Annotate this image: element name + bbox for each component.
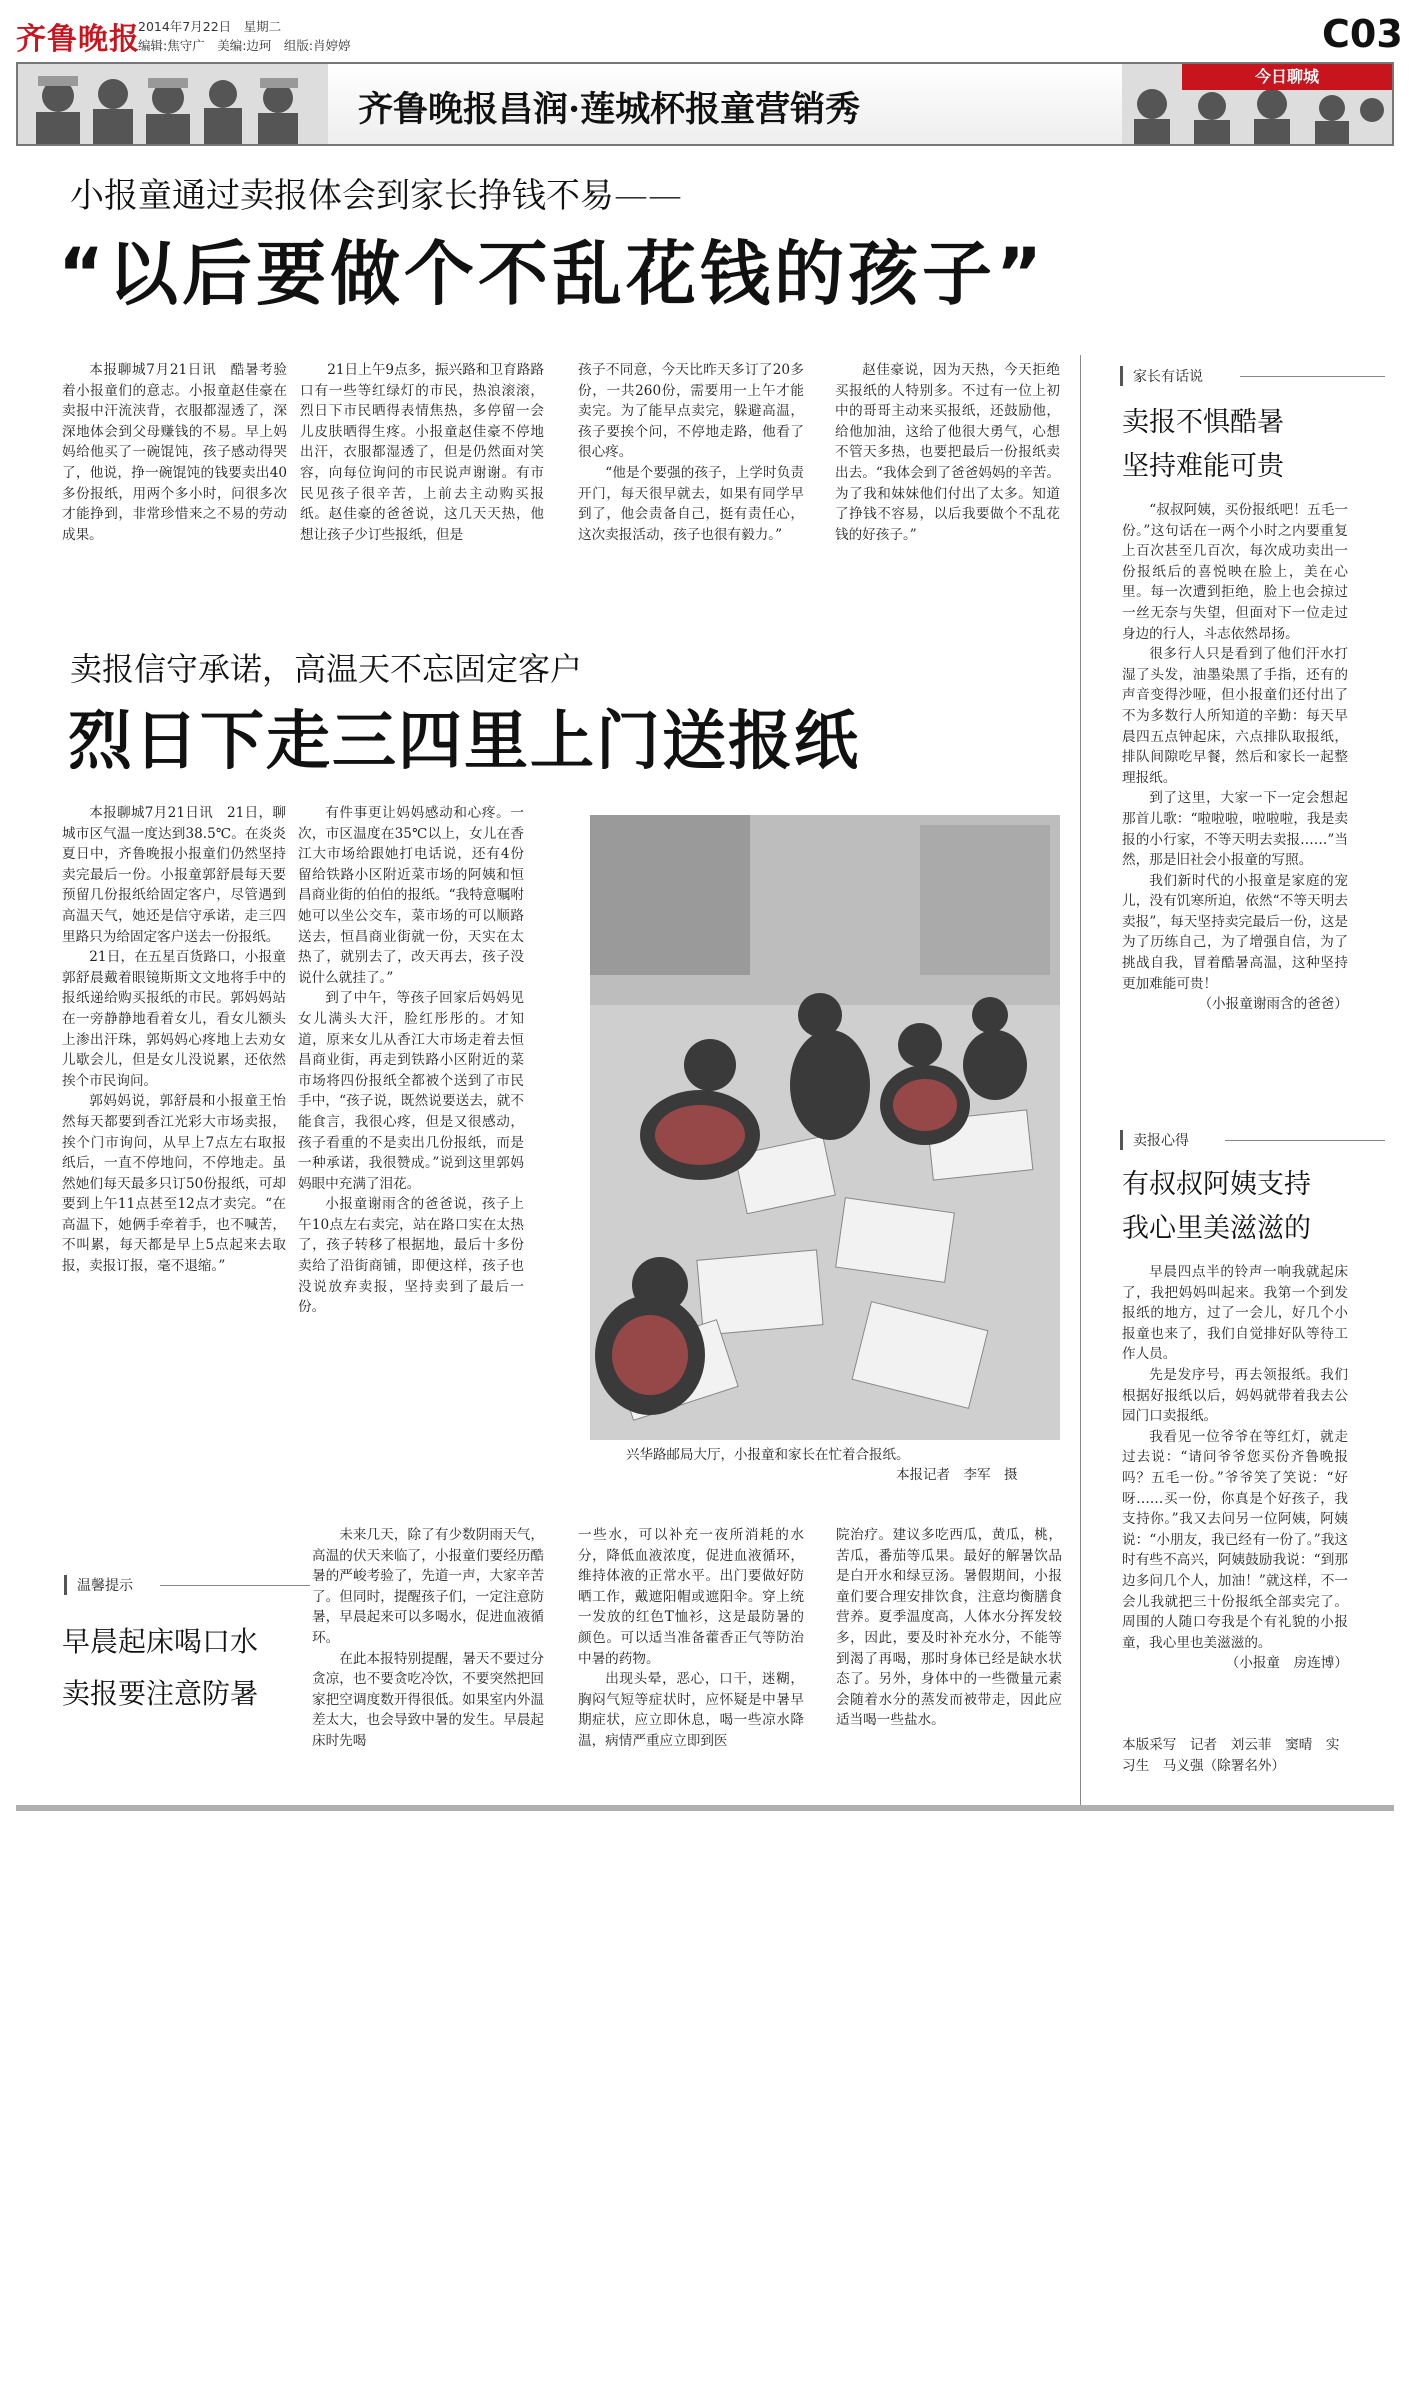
page-number: C03 [1322, 12, 1403, 56]
paragraph: 小报童谢雨含的爸爸说，孩子上午10点左右卖完，站在路口实在太热了，孩子转移了根据地，最后十多份卖给了沿街商铺，即便这样，孩子也没说放弃卖报，坚持卖到了最后一份。 [298, 1196, 524, 1316]
tips-headline-2: 卖报要注意防暑 [62, 1677, 259, 1710]
story1-col3 [578, 360, 804, 545]
sidebar1-body [1122, 500, 1348, 1015]
divider [1240, 376, 1385, 377]
story1-col4 [835, 360, 1060, 545]
divider [1225, 1140, 1385, 1141]
byline: （小报童 房连博） [1225, 1655, 1348, 1672]
paragraph: 很多行人只是看到了他们汗水打湿了头发，油墨染黑了手指，还有的声音变得沙哑，但小报童们还付出了不为多数行人所知道的辛勤：每天早晨四五点钟起床，六点排队取报纸，排队间隙吃早餐，然后和家长一起整理报纸。 [1122, 646, 1348, 786]
sidebar2-headline-2: 我心里美滋滋的 [1122, 1213, 1311, 1244]
paragraph: 本报聊城7月21日讯 酷暑考验着小报童们的意志。小报童赵佳豪在卖报中汗流浃背，衣服都湿透了，深深地体会到父母赚钱的不易。早上妈妈给他买了一碗馄饨，孩子感动得哭了，他说，挣一碗馄饨的钱要卖出40多份报纸，用两个多小时，问很多次才能挣到，非常珍惜来之不易的劳动成果。 [62, 362, 287, 543]
editor-line: 编辑:焦守广 美编:边珂 组版:肖婷婷 [138, 38, 351, 53]
column-divider [1080, 355, 1081, 1805]
banner-title: 齐鲁晚报昌润·莲城杯报童营销秀 [358, 89, 861, 130]
story2-col1 [62, 803, 286, 1277]
photo-caption: 兴华路邮局大厅，小报童和家长在忙着合报纸。 [626, 1447, 910, 1463]
paragraph: “叔叔阿姨，买份报纸吧！五毛一份。”这句话在一两个小时之内要重复上百次甚至几百次，每次成功卖出一份报纸后的喜悦映在脸上，美在心里。每一次遭到拒绝，脸上也会掠过一丝无奈与失望，但面对下一位走过身边的行人，斗志依然昂扬。 [1122, 502, 1348, 642]
paragraph: 本报聊城7月21日讯 21日，聊城市区气温一度达到38.5℃。在炎炎夏日中，齐鲁晚报小报童们仍然坚持卖完最后一份。小报童郭舒晨每天要预留几份报纸给固定客户，尽管遇到高温天气，她还是信守承诺，走三四里路只为给固定客户送去一份报纸。 [62, 805, 286, 945]
story2-col2 [298, 803, 524, 1318]
paragraph: 在此本报特别提醒，暑天不要过分贪凉，也不要贪吃冷饮，不要突然把回家把空调度数开得很低。如果室内外温差太大，也会导致中暑的发生。早晨起床时先喝 [312, 1650, 544, 1749]
paragraph: 出现头晕，恶心，口干，迷糊，胸闷气短等症状时，应怀疑是中暑早期症状，应立即休息，喝一些凉水降温，病情严重应立即到医 [578, 1671, 804, 1749]
paragraph: 未来几天，除了有少数阴雨天气，高温的伏天来临了，小报童们要经历酷暑的严峻考验了，先道一声，大家辛苦了。但同时，提醒孩子们，一定注意防暑，早晨起来可以多喝水，促进血液循环。 [312, 1527, 544, 1646]
paragraph: 有件事更让妈妈感动和心疼。一次，市区温度在35℃以上，女儿在香江大市场给跟她打电话说，还有4份留给铁路小区附近菜市场的阿姨和恒昌商业街的伯伯的报纸。“我特意嘱咐她可以坐公交车，菜市场的可以顺路送去，恒昌商业街就一份，天实在太热了，就别去了，改天再去，孩子没说什么就挂了。” [298, 805, 524, 986]
paragraph: 到了中午，等孩子回家后妈妈见女儿满头大汗，脸红彤彤的。才知道，原来女儿从香江大市场走着去恒昌商业街，再走到铁路小区附近的菜市场将四份报纸全都被个送到了市民手中，“孩子说，既然说要送去，就不能食言，我很心疼，但是又很感动，孩子看重的不是卖出几份报纸，而是一种承诺，我很赞成。”说到这里郭妈妈眼中充满了泪花。 [298, 990, 524, 1192]
byline: （小报童谢雨含的爸爸） [1198, 996, 1348, 1013]
tips-col1 [312, 1525, 544, 1752]
sidebar2-body [1122, 1262, 1348, 1674]
sidebar1-label: 家长有话说 [1120, 366, 1203, 386]
paragraph: 院治疗。建议多吃西瓜，黄瓜，桃，苦瓜，番茄等瓜果。最好的解暑饮品是白开水和绿豆汤。暑假期间，小报童们要合理安排饮食，注意均衡膳食营养。夏季温度高，人体水分挥发较多，因此，要及时补充水分，不能等到渴了再喝，那时身体已经是缺水状态了。另外，身体中的一些微量元素会随着水分的蒸发而被带走，因此应适当喝一些盐水。 [836, 1527, 1062, 1729]
banner [16, 62, 1394, 146]
paragraph: 我们新时代的小报童是家庭的宠儿，没有饥寒所迫，依然“不等天明去卖报”，每天坚持卖完最后一份，这是为了历练自己，为了增强自信，为了挑战自我，冒着酷暑高温，这种坚持更加难能可贵！ [1122, 872, 1348, 992]
tips-col2 [578, 1525, 804, 1752]
story1-headline: “以后要做个不乱花钱的孩子” [58, 233, 1047, 315]
news-photo [590, 815, 1060, 1440]
story2-headline: 烈日下走三四里上门送报纸 [68, 705, 860, 779]
story1-col2 [300, 360, 544, 545]
paragraph: 我看见一位爷爷在等红灯，就走过去说：“请问爷爷您买份齐鲁晚报吗？五毛一份。”爷爷笑了笑说：“好呀……买一份，你真是个好孩子，我支持你。”我又去问另一位阿姨，阿姨说：“小朋友，我已经有一份了。”我这时有些不高兴，阿姨鼓励我说：“到那边多问几个人，加油！”就这样，不一会儿我就把三十份报纸全部卖完了。周围的人随口夸我是个有礼貌的小报童，我心里也美滋滋的。 [1122, 1428, 1348, 1651]
paragraph: 到了这里，大家一下一定会想起那首儿歌：“啦啦啦，啦啦啦，我是卖报的小行家，不等天明去卖报……”当然，那是旧社会小报童的写照。 [1122, 790, 1348, 869]
section-tag: 今日聊城 [1182, 64, 1392, 90]
story1-col1 [62, 360, 287, 545]
paragraph: 孩子不同意，今天比昨天多订了20多份，一共260份，需要用一上午才能卖完。为了能早点卖完，躲避高温，孩子要挨个问，不停地走路，他看了很心疼。 [578, 362, 804, 461]
kids-photo-left [18, 64, 328, 144]
paragraph: 一些水，可以补充一夜所消耗的水分，降低血液浓度，促进血液循环，维持体液的正常水平。出门要做好防晒工作，戴遮阳帽或遮阳伞。穿上统一发放的红色T恤衫，这是最防暑的颜色。可以适当准备藿香正气等防治中暑的药物。 [578, 1527, 804, 1667]
photo-credit: 本报记者 李军 摄 [896, 1467, 1018, 1483]
tips-label: 温馨提示 [64, 1575, 133, 1595]
sidebar2-headline-1: 有叔叔阿姨支持 [1122, 1169, 1311, 1200]
sidebar1-headline-2: 坚持难能可贵 [1122, 451, 1284, 482]
sidebar2-label: 卖报心得 [1120, 1130, 1189, 1150]
paragraph: 早晨四点半的铃声一响我就起床了，我把妈妈叫起来。我第一个到发报纸的地方，过了一会儿，好几个小报童也来了，我们自觉排好队等待工作人员。 [1122, 1264, 1348, 1363]
masthead-logo: 齐鲁晚报 [16, 22, 140, 57]
divider [160, 1585, 310, 1586]
paragraph: 先是发序号，再去领报纸。我们根据好报纸以后，妈妈就带着我去公园门口卖报纸。 [1122, 1366, 1348, 1425]
paragraph: 21日上午9点多，振兴路和卫育路路口有一些等红绿灯的市民，热浪滚滚，烈日下市民晒得表情焦热，多停留一会儿皮肤晒得生疼。小报童赵佳豪不停地出汗，衣服都湿透了，但是仍然面对笑容，向每位询问的市民说声谢谢。有市民见孩子很辛苦，上前去主动购买报纸。赵佳豪的爸爸说，这几天天热，他想让孩子少订些报纸，但是 [300, 362, 544, 543]
tips-col3 [836, 1525, 1062, 1731]
paragraph: 赵佳豪说，因为天热，今天拒绝买报纸的人特别多。不过有一位上初中的哥哥主动来买报纸，还鼓励他，给他加油，这给了他很大勇气，心想不管天多热，也要把最后一份报纸卖出去。“我体会到了爸爸妈妈的辛苦。为了我和妹妹他们付出了太多。知道了挣钱不容易，以后我要做个不乱花钱的好孩子。” [835, 362, 1060, 543]
page-credit: 本版采写 记者 刘云菲 窦晴 实习生 马义强（除署名外） [1122, 1737, 1340, 1774]
paragraph: “他是个要强的孩子，上学时负责开门，每天很早就去，如果有同学早到了，他会责备自己，挺有责任心，这次卖报活动，孩子也很有毅力。” [578, 464, 804, 543]
paragraph: 21日，在五星百货路口，小报童郭舒晨戴着眼镜斯斯文文地将手中的报纸递给购买报纸的市民。郭妈妈站在一旁静静地看着女儿，看女儿额头上渗出汗珠，郭妈妈心疼地上去劝女儿歇会儿，但是女儿没说累，还依然挨个市民询问。 [62, 949, 286, 1089]
story2-deck: 卖报信守承诺，高温天不忘固定客户 [70, 650, 583, 688]
story1-deck: 小报童通过卖报体会到家长挣钱不易—— [70, 176, 682, 216]
tips-headline-1: 早晨起床喝口水 [62, 1625, 259, 1658]
date-line: 2014年7月22日 星期二 [138, 19, 282, 34]
paragraph: 郭妈妈说，郭舒晨和小报童王怡然每天都要到香江光彩大市场卖报，挨个门市询问，从早上7点左右取报纸后，一直不停地问，不停地走。虽然她们每天最多只订50份报纸，可却要到上午11点甚至12点才卖完。“在高温下，她俩手牵着手，也不喊苦，不叫累，每天都是早上5点起来去取报，卖报订报，毫不退缩。” [62, 1093, 286, 1275]
sidebar1-headline-1: 卖报不惧酷暑 [1122, 407, 1284, 438]
bottom-rule [16, 1805, 1394, 1811]
